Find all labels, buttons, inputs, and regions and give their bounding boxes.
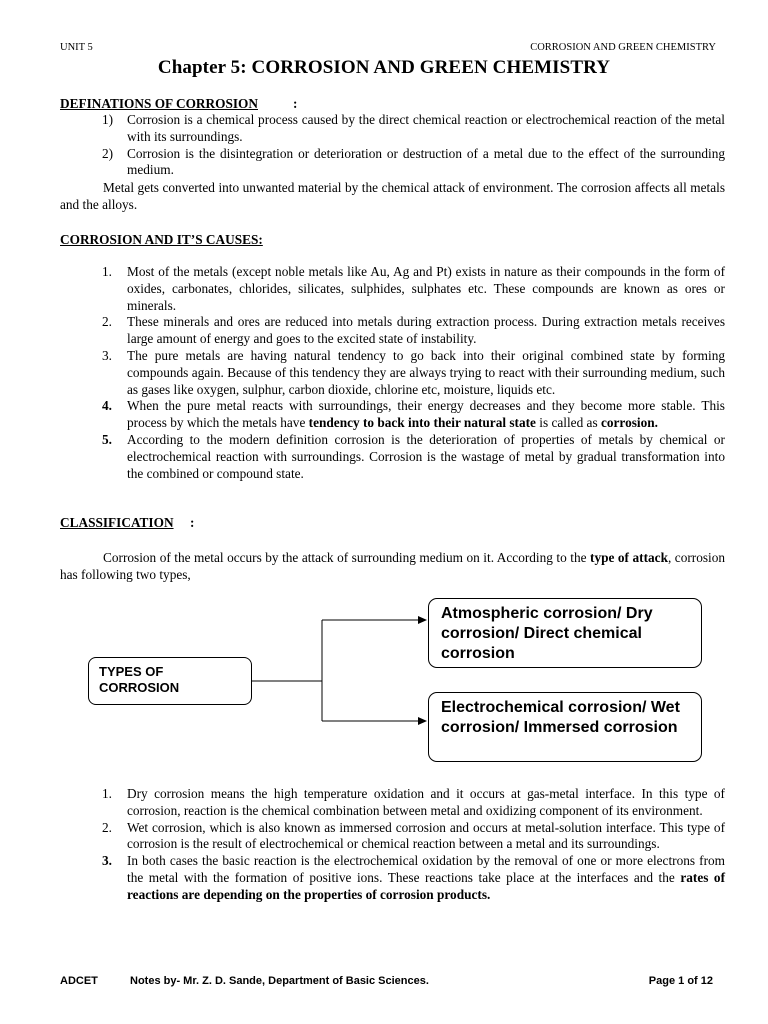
list-text: When the pure metal reacts with surroundings, their energy decreases and they become more stable. This process by which the metals have tendency to back into their natural state is called as corrosion. [127,398,725,431]
list-number: 3. [102,853,112,869]
list-item [96,314,725,348]
list-number: 3. [102,347,112,363]
list-number: 5. [102,431,112,447]
list-item [96,820,725,854]
unit-label: UNIT 5 [60,42,93,53]
list-text: Dry corrosion means the high temperature oxidation and it occurs at gas-metal interface. In this type of corrosion, reaction is the chemical combination between metal and oxidizing component of its environment. [127,786,725,818]
list-number: 2) [102,145,114,161]
classification-intro: Corrosion of the metal occurs by the attack of surrounding medium on it. According to the type of attack, corrosion has following two types, [60,550,726,582]
footer-institution: ADCET [60,975,98,987]
classification-heading-colon: : [190,515,195,530]
list-text: Corrosion is the disintegration or deterioration or destruction of a metal due to the effect of the surrounding medium. [127,145,725,178]
list-text: In both cases the basic reaction is the electrochemical oxidation by the removal of one or more electrons from the metal with the formation of positive ions. These reactions take place at the interfaces and the rates of reactions are depending on the properties of corrosion products. [127,853,725,902]
list-item [96,786,725,820]
dry-corrosion-box: Atmospheric corrosion/ Dry corrosion/ Direct chemical corrosion [428,598,702,668]
page-footer [60,975,713,991]
list-item [96,432,725,482]
list-text: Corrosion is a chemical process caused by the direct chemical reaction or electrochemical reaction of the metal with its surroundings. [127,112,725,144]
definitions-heading: DEFINATIONS OF CORROSION [60,96,258,111]
list-number: 1. [102,264,112,279]
types-of-corrosion-box: TYPES OF CORROSION [88,657,252,705]
list-item [96,264,725,314]
causes-heading: CORROSION AND IT’S CAUSES: [60,232,263,247]
list-item [96,348,725,398]
list-item [96,146,725,180]
list-item [96,112,725,146]
corrosion-types-diagram [0,590,768,770]
definitions-list [96,112,725,179]
list-item [96,398,725,432]
causes-list [96,264,725,482]
running-header [60,42,716,56]
list-number: 1) [102,112,114,127]
list-text: The pure metals are having natural tendency to go back into their original combined state by forming compounds again. Because of this tendency they are always trying to react with their surrounding medium, such as gases like oxygen, sulphur, carbon dioxide, chlorine etc, moisture, liquids etc. [127,347,725,397]
list-item [96,853,725,903]
list-text: These minerals and ores are reduced into metals during extraction process. During extraction metals receives large amount of energy and goes to the excited state of instability. [127,314,725,347]
list-number: 1. [102,786,112,801]
page-number: Page 1 of 12 [648,975,713,987]
list-number: 2. [102,819,112,835]
list-number: 2. [102,314,112,330]
list-number: 4. [102,398,112,414]
list-text: Most of the metals (except noble metals like Au, Ag and Pt) exists in nature as their compounds in the form of oxides, carbonates, chlorides, silicates, sulphides, sulphates etc. These compounds are known as ores or minerals. [127,264,725,313]
footer-notes-credit: Notes by- Mr. Z. D. Sande, Department of Basic Sciences. [130,975,429,987]
classification-list [96,786,725,904]
classification-heading: CLASSIFICATION [60,515,174,530]
list-text: According to the modern definition corrosion is the deterioration of properties of metals by chemical or electrochemical reaction with surroundings. Corrosion is the wastage of metal by gradual transformation into the combined or compound state. [127,431,725,481]
definitions-paragraph: Metal gets converted into unwanted material by the chemical attack of environment. The corrosion affects all metals and the alloys. [60,180,725,212]
header-subject: CORROSION AND GREEN CHEMISTRY [530,42,716,53]
list-text: Wet corrosion, which is also known as immersed corrosion and occurs at metal-solution interface. This type of corrosion is the result of electrochemical or chemical reaction between a metal and its surroundings. [127,819,725,852]
definitions-heading-colon: : [293,96,298,111]
wet-corrosion-box: Electrochemical corrosion/ Wet corrosion/ Immersed corrosion [428,692,702,762]
page-title: Chapter 5: CORROSION AND GREEN CHEMISTRY [157,57,611,78]
